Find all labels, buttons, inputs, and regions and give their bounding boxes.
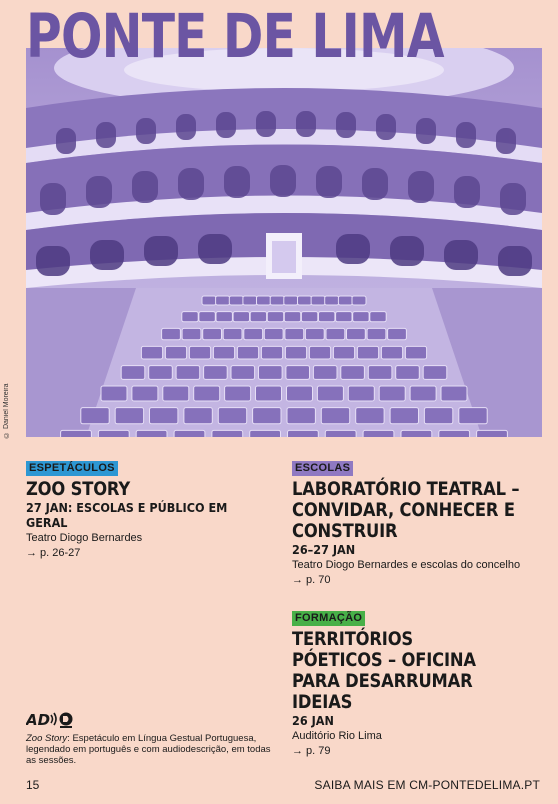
theatre-seat (101, 386, 127, 401)
theatre-seat (182, 312, 198, 322)
theatre-seat (264, 328, 283, 339)
theatre-seat (388, 328, 407, 339)
event-date: 27 JAN: ESCOLAS E PÚBLICO EM GERAL (26, 500, 228, 530)
theatre-seat (182, 328, 201, 339)
page-number: 15 (26, 778, 40, 792)
website-link[interactable]: SAIBA MAIS EM CM-PONTEDELIMA.PT (314, 778, 540, 792)
theatre-seat (244, 328, 263, 339)
theatre-seat (390, 408, 418, 424)
event-title: ZOO STORY (26, 478, 131, 500)
theatre-seat (259, 366, 283, 380)
theatre-seat (311, 296, 325, 305)
theatre-photo (26, 48, 542, 437)
theatre-seat (319, 312, 335, 322)
theatre-seat (237, 346, 258, 359)
theatre-seat (257, 296, 271, 305)
theatre-seat (348, 386, 374, 401)
page-reference: → p. 70 (292, 574, 331, 586)
theatre-seat (309, 346, 330, 359)
theatre-seat (321, 408, 349, 424)
theatre-seat (285, 346, 306, 359)
theatre-seat (287, 386, 313, 401)
event-laboratorio-teatral (292, 458, 538, 588)
page-reference: → p. 79 (292, 745, 331, 757)
theatre-seat (202, 296, 216, 305)
theatre-seat (298, 296, 312, 305)
theatre-seat (441, 386, 467, 401)
event-title: LABORATÓRIO TEATRAL – CONVIDAR, CONHECER E CONSTRUIR (292, 478, 520, 542)
theatre-seat (356, 408, 384, 424)
theatre-seat (338, 296, 352, 305)
theatre-seat (284, 312, 300, 322)
theatre-seat (305, 328, 324, 339)
theatre-seat (165, 346, 186, 359)
accessibility-logos (26, 710, 86, 730)
theatre-seat (353, 312, 369, 322)
category-tag: ESPETÁCULOS (26, 461, 118, 476)
theatre-seat (313, 366, 337, 380)
theatre-seat (477, 430, 508, 437)
theatre-seat (233, 312, 249, 322)
theatre-seat (267, 312, 283, 322)
theatre-seat (333, 346, 354, 359)
theatre-seat (149, 366, 173, 380)
theatre-seat (163, 386, 189, 401)
theatre-seat (61, 430, 92, 437)
theatre-seat (261, 346, 282, 359)
theatre-seat (288, 430, 319, 437)
theatre-seat (162, 328, 181, 339)
theatre-seat (459, 408, 487, 424)
event-title: TERRITÓRIOS PÓETICOS – OFICINA PARA DESARRUMAR IDEIAS (292, 628, 476, 713)
theatre-seat (424, 408, 452, 424)
theatre-seat (223, 328, 242, 339)
theatre-seat (203, 328, 222, 339)
theatre-seat (285, 328, 304, 339)
theatre-seat (115, 408, 143, 424)
theatre-seat (250, 312, 266, 322)
theatre-seat (347, 328, 366, 339)
theatre-seat (204, 366, 228, 380)
theatre-seat (381, 346, 402, 359)
theatre-seat (253, 408, 281, 424)
theatre-seat (216, 296, 230, 305)
theatre-seat (336, 312, 352, 322)
theatre-seat (405, 346, 426, 359)
note-show-name: Zoo Story (26, 733, 68, 744)
theatre-seat (423, 366, 447, 380)
event-territorios-poeticos (292, 608, 538, 759)
theatre-seat (357, 346, 378, 359)
theatre-seat (184, 408, 212, 424)
theatre-seat (213, 346, 234, 359)
sound-waves-icon (51, 713, 56, 725)
event-zoo-story (26, 458, 276, 561)
theatre-seat (287, 408, 315, 424)
event-venue: Teatro Diogo Bernardes (26, 532, 143, 544)
photo-credit: © Daniel Moreira (3, 383, 10, 438)
theatre-seat (150, 408, 178, 424)
theatre-seat (218, 408, 246, 424)
theatre-seat (396, 366, 420, 380)
event-venue: Teatro Diogo Bernardes e escolas do concelho (292, 559, 521, 571)
theatre-seat (229, 296, 243, 305)
theatre-seat (317, 386, 343, 401)
sign-language-icon (60, 713, 73, 729)
theatre-seat (284, 296, 298, 305)
theatre-seat (341, 366, 365, 380)
theatre-seat (410, 386, 436, 401)
masthead-title: PONTE DE LIMA (26, 1, 444, 72)
theatre-seat (270, 296, 284, 305)
theatre-seat (367, 328, 386, 339)
theatre-seat (301, 312, 317, 322)
theatre-seat (379, 386, 405, 401)
theatre-seat (132, 386, 158, 401)
theatre-seat (439, 430, 470, 437)
theatre-seat (256, 386, 282, 401)
theatre-seat (243, 296, 257, 305)
theatre-seat (216, 312, 232, 322)
page-reference: → p. 26-27 (26, 547, 81, 559)
theatre-seat (370, 312, 386, 322)
theatre-seat (81, 408, 109, 424)
theatre-seat (368, 366, 392, 380)
event-date: 26 JAN (292, 713, 334, 728)
category-tag: FORMAÇÃO (292, 611, 365, 626)
theatre-seat (212, 430, 243, 437)
theatre-seat (189, 346, 210, 359)
theatre-seat (286, 366, 310, 380)
theatre-seat (250, 430, 281, 437)
theatre-seat (194, 386, 220, 401)
theatre-seat (136, 430, 167, 437)
theatre-seat (352, 296, 366, 305)
theatre-seat (176, 366, 200, 380)
theatre-seat (326, 328, 345, 339)
theatre-seat (325, 296, 339, 305)
theatre-seat (141, 346, 162, 359)
audio-description-icon: AD (26, 711, 51, 729)
theatre-seat (363, 430, 394, 437)
theatre-seat (98, 430, 129, 437)
theatre-seat (121, 366, 145, 380)
theatre-seat (225, 386, 251, 401)
note-text: : Espetáculo em Língua Gestual Portuguesa, legendado em português e com audiodescrição, em todas as sessões. (26, 733, 271, 766)
theatre-seat (174, 430, 205, 437)
category-tag: ESCOLAS (292, 461, 353, 476)
event-date: 26–27 JAN (292, 542, 356, 557)
theatre-seat (401, 430, 432, 437)
theatre-seat (231, 366, 255, 380)
theatre-seat (325, 430, 356, 437)
event-venue: Auditório Rio Lima (292, 730, 382, 742)
accessibility-note (26, 733, 271, 766)
theatre-seat (199, 312, 215, 322)
